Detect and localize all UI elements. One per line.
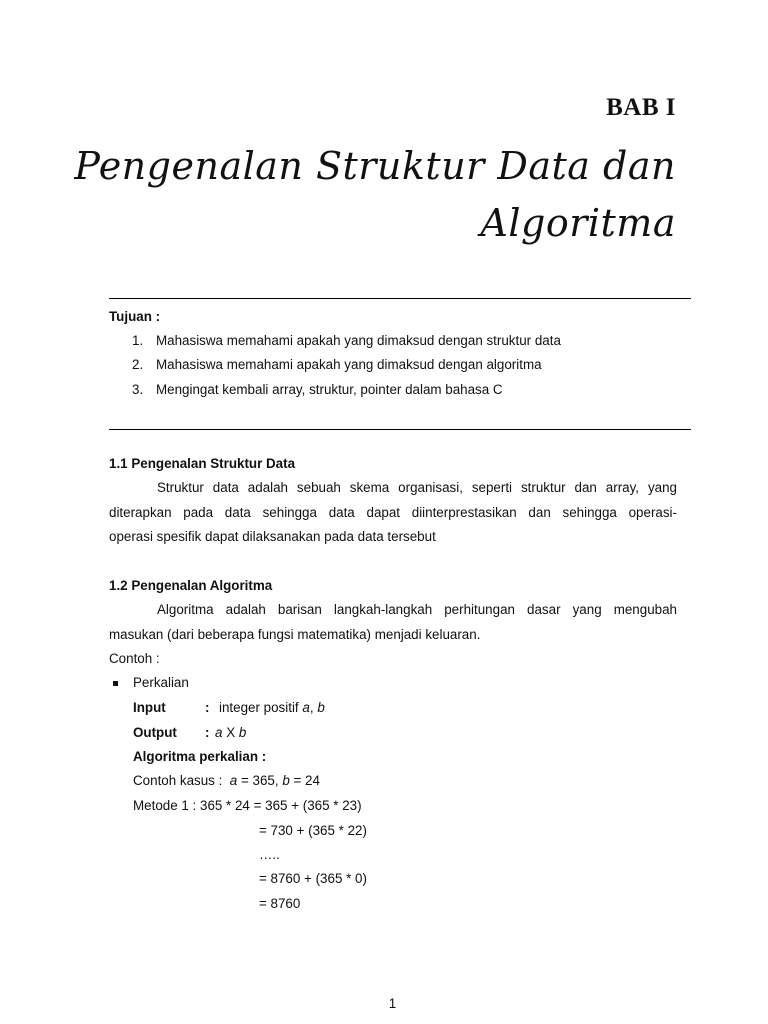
output-times: X <box>226 725 236 740</box>
method-line: = 8760 + (365 * 0) <box>259 871 367 886</box>
case-value-a: = 365, <box>240 773 279 788</box>
method-line: = 730 + (365 * 22) <box>259 823 367 838</box>
output-description <box>215 725 246 741</box>
input-var-b: b <box>317 700 325 715</box>
objective-item <box>132 357 542 373</box>
objectives-label: Tujuan : <box>109 309 161 324</box>
objective-number: 3. <box>132 382 144 397</box>
paragraph-line: diterapkan pada data sehingga data dapat diinterprestasikan dan sehingga operasi- <box>109 505 677 520</box>
example-case <box>133 773 320 789</box>
case-var-a: a <box>229 773 238 788</box>
objective-number: 1. <box>132 333 144 348</box>
algorithm-label: Algoritma perkalian : <box>133 749 267 764</box>
section-heading-struktur-data: 1.1 Pengenalan Struktur Data <box>109 456 296 471</box>
objective-item <box>132 333 561 349</box>
paragraph-line: Struktur data adalah sebuah skema organisasi, seperti struktur dan array, yang <box>157 480 677 495</box>
input-comma: , <box>309 700 314 715</box>
case-value-b: = 24 <box>293 773 320 788</box>
paragraph-line: operasi spesifik dapat dilaksanakan pada data tersebut <box>109 529 436 544</box>
objective-item <box>132 382 503 398</box>
output-label: Output <box>133 725 177 740</box>
case-prefix: Contoh kasus : <box>133 773 223 788</box>
input-var-a: a <box>302 700 310 715</box>
output-var-b: b <box>238 725 247 740</box>
objective-text: Mahasiswa memahami apakah yang dimaksud dengan struktur data <box>156 333 561 348</box>
case-var-b: b <box>282 773 290 788</box>
objective-number: 2. <box>132 357 144 372</box>
section-heading-algoritma: 1.2 Pengenalan Algoritma <box>109 578 273 593</box>
chapter-title-line-1: Pengenalan Struktur Data dan <box>74 144 676 188</box>
top-divider <box>109 298 691 299</box>
objective-text: Mengingat kembali array, struktur, pointer dalam bahasa C <box>156 382 503 397</box>
input-description <box>219 700 325 716</box>
input-colon: : <box>205 700 210 715</box>
bullet-text-perkalian: Perkalian <box>133 675 189 690</box>
input-label: Input <box>133 700 166 715</box>
bottom-divider <box>109 429 691 430</box>
method-line: = 8760 <box>259 896 301 911</box>
paragraph-line: Algoritma adalah barisan langkah-langkah perhitungan dasar yang mengubah <box>157 602 677 617</box>
example-label: Contoh : <box>109 651 160 666</box>
square-bullet-icon <box>113 681 118 686</box>
method-line: ….. <box>259 847 280 862</box>
output-var-a: a <box>215 725 223 740</box>
paragraph-line: masukan (dari beberapa fungsi matematika) menjadi keluaran. <box>109 627 481 642</box>
chapter-label: BAB I <box>606 94 676 121</box>
output-colon: : <box>205 725 210 740</box>
input-text: integer positif <box>219 700 299 715</box>
page-number: 1 <box>388 996 397 1011</box>
objective-text: Mahasiswa memahami apakah yang dimaksud dengan algoritma <box>156 357 542 372</box>
chapter-title-line-2: Algoritma <box>480 201 676 245</box>
method-line: Metode 1 : 365 * 24 = 365 + (365 * 23) <box>133 798 362 813</box>
